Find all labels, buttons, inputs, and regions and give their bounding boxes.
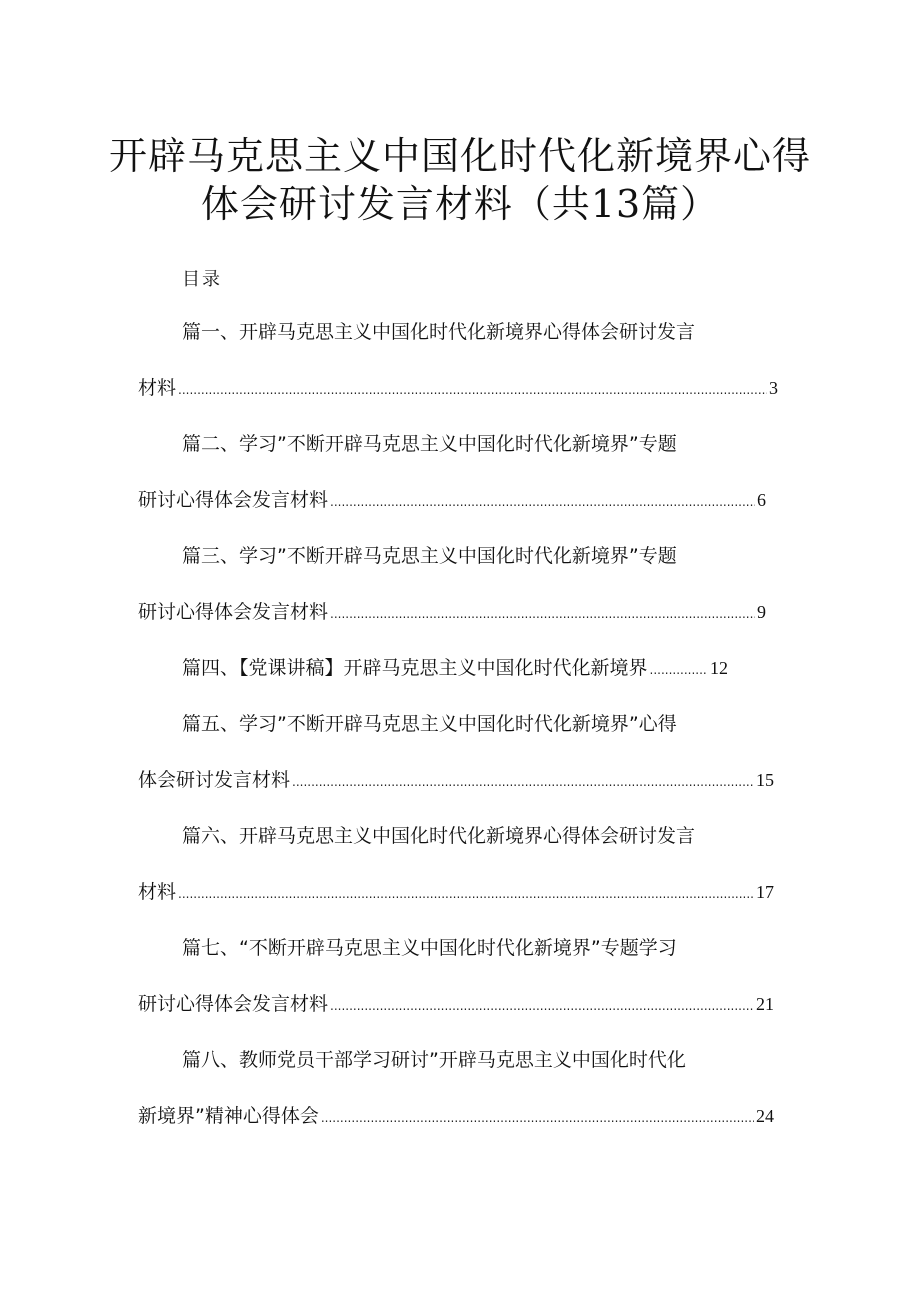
- toc-entry-4[interactable]: [182, 654, 728, 684]
- toc-entry-6-line-1[interactable]: 篇六、开辟马克思主义中国化时代化新境界心得体会研讨发言: [182, 825, 696, 847]
- toc-entry-5-line-2[interactable]: [138, 766, 774, 796]
- dot-leader: [321, 1104, 754, 1132]
- toc-entry-text: 研讨心得体会发言材料: [138, 601, 329, 623]
- toc-entry-3-line-2[interactable]: [138, 598, 766, 628]
- dot-leader: [178, 880, 754, 908]
- toc-entry-text: 新境界”精神心得体会: [138, 1105, 319, 1127]
- toc-entry-text: 材料: [138, 881, 177, 903]
- toc-label: 目录: [182, 269, 222, 290]
- dot-leader: [650, 656, 708, 684]
- toc-page-number: 3: [769, 378, 778, 398]
- dot-leader: [178, 376, 767, 404]
- toc-entry-3-line-1[interactable]: 篇三、学习”不断开辟马克思主义中国化时代化新境界”专题: [182, 545, 677, 567]
- toc-page-number: 6: [757, 490, 766, 510]
- toc-entry-1-line-1[interactable]: 篇一、开辟马克思主义中国化时代化新境界心得体会研讨发言: [182, 321, 696, 343]
- toc-entry-5-line-1[interactable]: 篇五、学习”不断开辟马克思主义中国化时代化新境界”心得: [182, 713, 677, 735]
- dot-leader: [330, 992, 754, 1020]
- toc-entry-7-line-1[interactable]: 篇七、“不断开辟马克思主义中国化时代化新境界”专题学习: [182, 937, 677, 959]
- dot-leader: [330, 488, 755, 516]
- toc-page-number: 9: [757, 602, 766, 622]
- toc-page-number: 24: [756, 1106, 774, 1126]
- document-title-line-2: 体会研讨发言材料（共13篇）: [200, 182, 720, 226]
- toc-page-number: 15: [756, 770, 774, 790]
- toc-entry-text: 材料: [138, 377, 177, 399]
- toc-entry-7-line-2[interactable]: [138, 990, 774, 1020]
- toc-entry-text: 体会研讨发言材料: [138, 769, 291, 791]
- toc-entry-1-line-2[interactable]: [138, 374, 778, 404]
- toc-page-number: 12: [710, 658, 728, 678]
- dot-leader: [330, 600, 755, 628]
- toc-page-number: 17: [756, 882, 774, 902]
- toc-entry-text: 篇四、【党课讲稿】开辟马克思主义中国化时代化新境界: [182, 657, 648, 679]
- toc-entry-2-line-2[interactable]: [138, 486, 766, 516]
- toc-entry-8-line-1[interactable]: 篇八、教师党员干部学习研讨”开辟马克思主义中国化时代化: [182, 1049, 686, 1071]
- toc-entry-8-line-2[interactable]: [138, 1102, 774, 1132]
- toc-entry-6-line-2[interactable]: [138, 878, 774, 908]
- document-title-line-1: 开辟马克思主义中国化时代化新境界心得: [108, 134, 811, 178]
- toc-entry-2-line-1[interactable]: 篇二、学习”不断开辟马克思主义中国化时代化新境界”专题: [182, 433, 677, 455]
- toc-page-number: 21: [756, 994, 774, 1014]
- toc-entry-text: 研讨心得体会发言材料: [138, 489, 329, 511]
- dot-leader: [292, 768, 754, 796]
- toc-entry-text: 研讨心得体会发言材料: [138, 993, 329, 1015]
